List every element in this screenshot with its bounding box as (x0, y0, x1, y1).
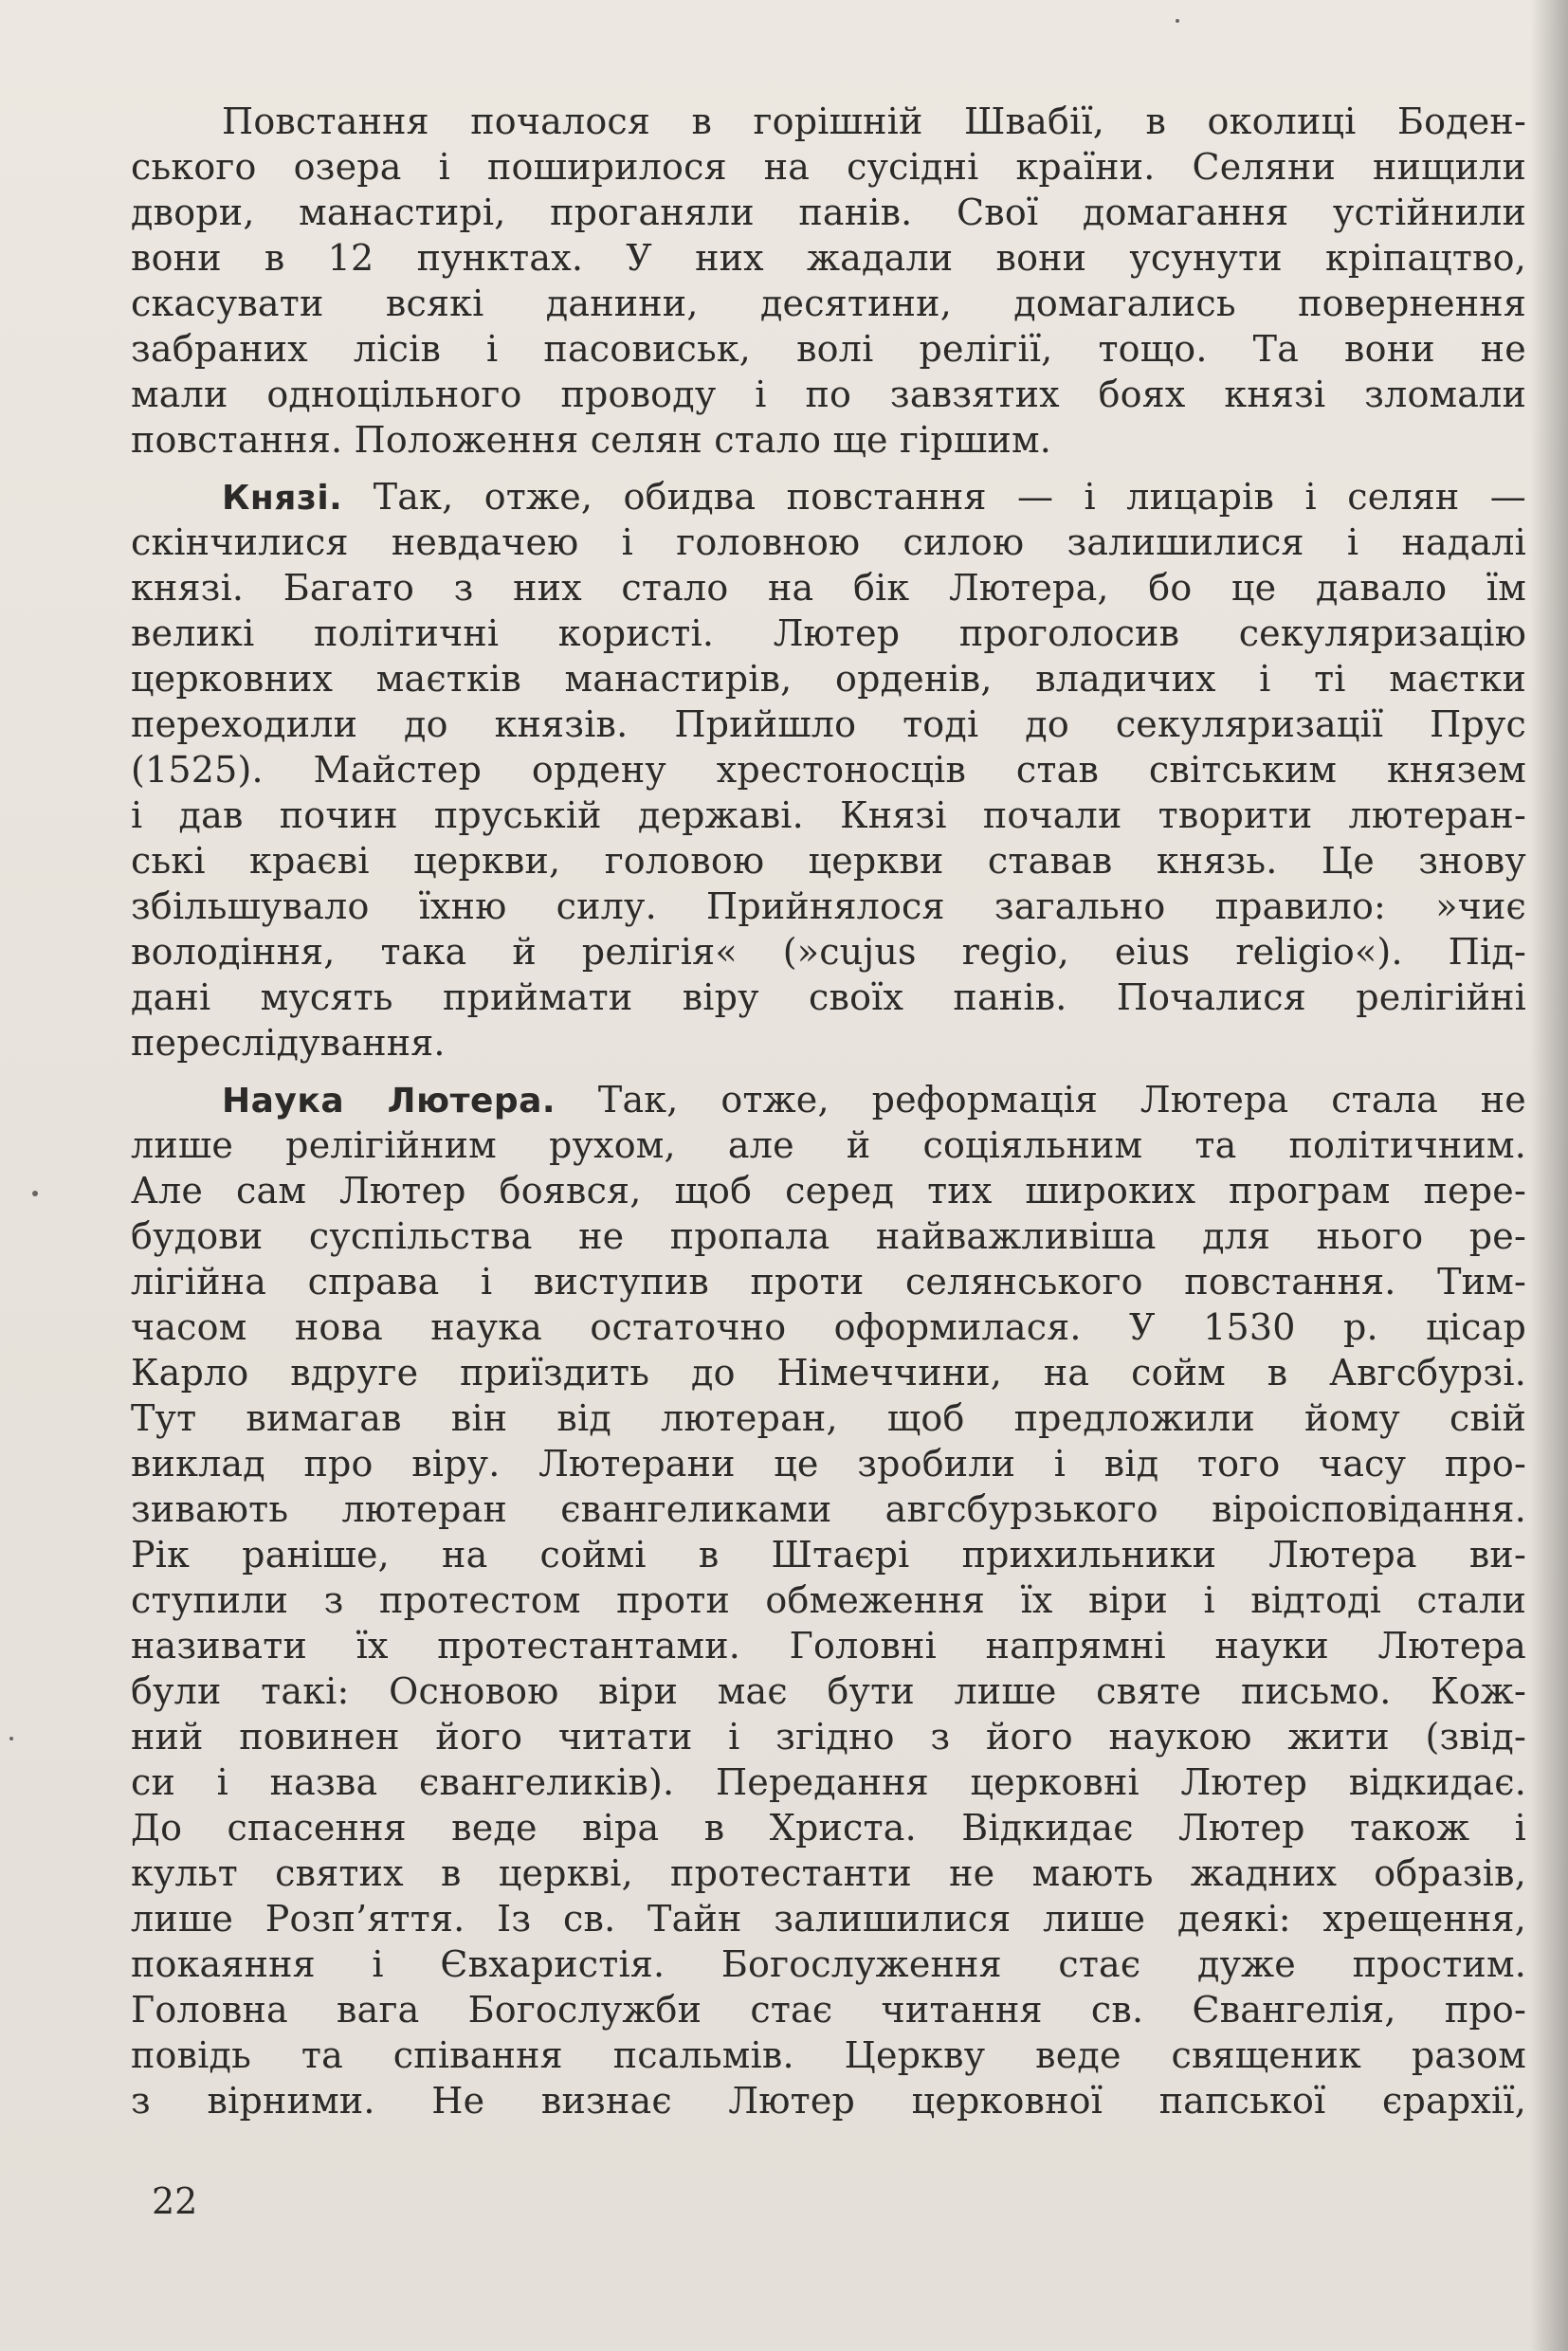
text-line: скасувати всякі данини, десятини, домагались повернення (131, 282, 1526, 324)
text-line: ний повинен його читати і згідно з його наукою жити (звід- (131, 1716, 1526, 1758)
text-line: володіння, така й релігія« (»cujus regio, eius religio«). Під- (131, 931, 1526, 973)
text-line: (1525). Майстер ордену хрестоносців став світським князем (131, 749, 1526, 791)
section-heading-princes: Князі. (222, 479, 343, 518)
text-line: були такі: Основою віри має бути лише святе письмо. Кож- (131, 1670, 1526, 1712)
text-line: лише релігійним рухом, але й соціяльним та політичним. (131, 1124, 1526, 1166)
text-line: Повстання почалося в горішній Швабії, в околиці Боден- (222, 100, 1526, 142)
text-line: переслідування. (131, 1022, 446, 1064)
text-line: переходили до князів. Прийшло тоді до секуляризації Прус (131, 703, 1526, 745)
text-line: Головна вага Богослужби стає читання св. Євангелія, про- (131, 1989, 1526, 2031)
text-line: називати їх протестантами. Головні напрямні науки Лютера (131, 1625, 1526, 1667)
text-run: Так, отже, реформація Лютера стала не (556, 1079, 1526, 1121)
text-line: двори, манастирі, проганяли панів. Свої домагання устійнили (131, 191, 1526, 233)
page-number: 22 (152, 2180, 198, 2222)
paper-speck (1176, 19, 1179, 23)
text-line: Карло вдруге приїздить до Німеччини, на сойм в Авгсбурзі. (131, 1352, 1526, 1394)
text-line: повстання. Положення селян стало ще гіршим. (131, 419, 1052, 461)
text-line: дані мусять приймати віру своїх панів. Почалися релігійні (131, 976, 1526, 1018)
text-line: забраних лісів і пасовиськ, волі релігії, тощо. Та вони не (131, 328, 1526, 370)
text-line: виклад про віру. Лютерани це зробили і від того часу про- (131, 1443, 1526, 1485)
text-line: князі. Багато з них стало на бік Лютера, бо це давало їм (131, 567, 1526, 609)
text-line: ступили з протестом проти обмеження їх віри і відтоді стали (131, 1579, 1526, 1621)
text-line-with-heading (131, 1077, 1526, 1122)
text-line: церковних маєтків манастирів, орденів, владичих і ті маєтки (131, 658, 1526, 700)
text-line: великі політичні користі. Лютер проголосив секуляризацію (131, 612, 1526, 654)
text-line: ського озера і поширилося на сусідні країни. Селяни нищили (131, 146, 1526, 188)
text-line: повідь та співання псальмів. Церкву веде священик разом (131, 2034, 1526, 2076)
text-line: Але сам Лютер боявся, щоб серед тих широких програм пере- (131, 1170, 1526, 1212)
text-line: культ святих в церкві, протестанти не мають жадних образів, (131, 1852, 1526, 1894)
text-line: будови суспільства не пропала найважливіша для нього ре- (131, 1215, 1526, 1257)
text-line: вони в 12 пунктах. У них жадали вони усунути кріпацтво, (131, 237, 1526, 279)
text-line: збільшувало їхню силу. Прийнялося загально правило: »чиє (131, 885, 1526, 927)
paragraph-princes (131, 474, 1526, 1066)
text-line: з вірними. Не визнає Лютер церковної папської єрархії, (131, 2080, 1526, 2122)
paper-speck (32, 1191, 38, 1196)
text-line-with-heading (131, 474, 1526, 519)
body-text (131, 99, 1526, 2123)
text-line: лігійна справа і виступив проти селянського повстання. Тим- (131, 1261, 1526, 1303)
text-line: До спасення веде віра в Христа. Відкидає Лютер також і (131, 1807, 1526, 1849)
text-line: Рік раніше, на соймі в Штаєрі прихильники Лютера ви- (131, 1534, 1526, 1576)
text-line: часом нова наука остаточно оформилася. У 1530 р. цісар (131, 1306, 1526, 1348)
text-line: мали одноцільного проводу і по завзятих боях князі зломали (131, 374, 1526, 415)
text-run: Так, отже, обидва повстання — і лицарів і селян — (342, 476, 1526, 518)
paragraph-luther-teaching (131, 1077, 1526, 2123)
text-line: зивають лютеран євангеликами авгсбурзького віроісповідання. (131, 1488, 1526, 1530)
text-line: лише Розп’яття. Із св. Тайн залишилися лише деякі: хрещення, (131, 1898, 1526, 1940)
text-line: ські краєві церкви, головою церкви ставав князь. Це знову (131, 840, 1526, 882)
page-edge-shadow (1530, 0, 1568, 2351)
text-line: покаяння і Євхаристія. Богослуження стає дуже простим. (131, 1943, 1526, 1985)
text-line: скінчилися невдачею і головною силою залишилися і надалі (131, 521, 1526, 563)
text-line: си і назва євангеликів). Передання церковні Лютер відкидає. (131, 1761, 1526, 1803)
text-line: і дав почин пруській державі. Князі почали творити лютеран- (131, 794, 1526, 836)
text-line: Тут вимагав він від лютеран, щоб предложили йому свій (131, 1397, 1526, 1439)
paragraph-uprising (131, 99, 1526, 463)
section-heading-luther-teaching: Наука Лютера. (222, 1082, 556, 1121)
paper-speck (9, 1737, 13, 1740)
